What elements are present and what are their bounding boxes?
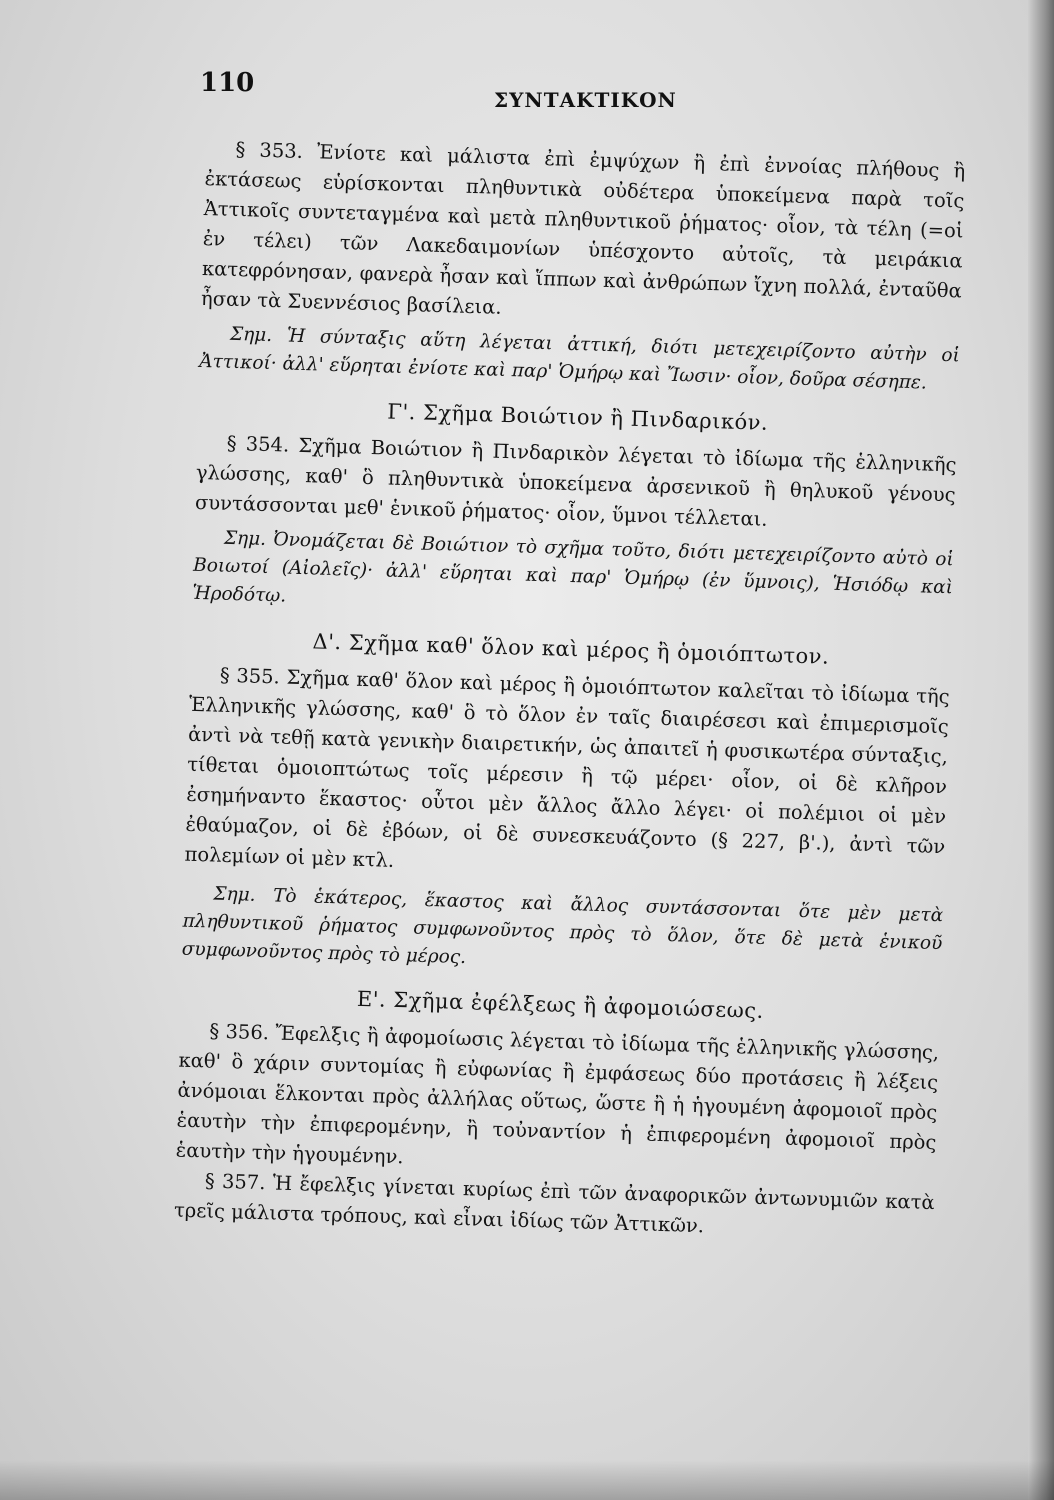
section-heading-d: Δ'. Σχῆμα καθ' ὅλον καὶ μέρος ἢ ὁμοιόπτωτον. xyxy=(312,629,830,669)
text-block xyxy=(174,134,966,1248)
paragraph-354: § 354. Σχῆμα Βοιώτιον ἢ Πινδαρικὸν λέγεται τὸ ἰδίωμα τῆς ἑλληνικῆς γλώσσης, καθ' ὃ πληθυντικὰ ὑποκείμενα ἀρσενικοῦ ἢ θηλυκοῦ γένους συντάσσονται μεθ' ἑνικοῦ ῥήματος· οἷον, ὕμνοι τέλλεται. xyxy=(194,431,957,531)
note-355: Σημ. Τὸ ἑκάτερος, ἕκαστος καὶ ἄλλος συντάσσονται ὅτε μὲν μετὰ πληθυντικοῦ ῥήματος συμφωνοῦντος πρὸς τὸ ὅλον, ὅτε δὲ μετὰ ἑνικοῦ συμφωνοῦντος πρὸς τὸ μέρος. xyxy=(181,883,944,969)
paragraph-357: § 357. Ἡ ἔφελξις γίνεται κυρίως ἐπὶ τῶν ἀναφορικῶν ἀντωνυμιῶν κατὰ τρεῖς μάλιστα τρόπους, καὶ εἶναι ἰδίως τῶν Ἀττικῶν. xyxy=(173,1169,935,1238)
note-354: Σημ. Ὀνομάζεται δὲ Βοιώτιον τὸ σχῆμα τοῦτο, διότι μετεχειρίζοντο αὐτὸ οἱ Βοιωτοί (Αἰολεῖς)· ἀλλ' εὕρηται καὶ παρ' Ὁμήρῳ (ἐν ὕμνοις), Ἡσιόδῳ καὶ Ἡροδότῳ. xyxy=(192,527,955,607)
paragraph-355: § 355. Σχῆμα καθ' ὅλον καὶ μέρος ἢ ὁμοιόπτωτον καλεῖται τὸ ἰδίωμα τῆς Ἑλληνικῆς γλώσσης, καθ' ὃ τὸ ὅλον ἐν ταῖς διαιρέσεσι καὶ ἐπιμερισμοῖς ἀντὶ νὰ τεθῇ κατὰ γενικὴν διαιρετικήν, ὡς ἀπαιτεῖ ἡ φυσικωτέρα σύνταξις, τίθεται ὁμοιοπτώτως τοῖς μέρεσιν ἢ τῷ μέρει· οἷον, οἱ δὲ κλῆρον ἐσημήναντο ἕκαστος· οὗτοι μὲν ἄλλος ἄλλο λέγει· οἱ πολέμιοι οἱ μὲν ἐθαύμαζον, οἱ δὲ ἐβόων, οἱ δὲ συνεσκευάζοντο (§ 227, β'.), ἀντὶ τῶν πολεμίων οἱ μὲν κτλ. xyxy=(184,663,950,872)
page-bottom-shadow xyxy=(0,1460,1054,1500)
paragraph-356: § 356. Ἔφελξις ἢ ἀφομοίωσις λέγεται τὸ ἰδίωμα τῆς ἑλληνικῆς γλώσσης, καθ' ὃ χάριν συντομίας ἢ εὐφωνίας ἢ ἐμφάσεως δύο προτάσεις ἢ λέξεις ἀνόμοιαι ἕλκονται πρὸς ἀλλήλας οὕτως, ὥστε ἢ ἡ ἡγουμένη ἀφομοιοῖ πρὸς ἑαυτὴν τὴν ἐπιφερομένην, ἢ τοὐναντίον ἡ ἐπιφερομένη ἀφομοιοῖ πρὸς ἑαυτὴν τὴν ἡγουμένην. xyxy=(175,1019,940,1169)
note-353: Σημ. Ἡ σύνταξις αὕτη λέγεται ἀττική, διότι μετεχειρίζοντο αὐτὴν οἱ Ἀττικοί· ἀλλ' εὕρηται ἐνίοτε καὶ παρ' Ὁμήρῳ καὶ Ἴωσιν· οἷον, δοῦρα σέσηπε. xyxy=(198,323,961,394)
page-number: 110 xyxy=(200,68,255,98)
paragraph-353: § 353. Ἐνίοτε καὶ μάλιστα ἐπὶ ἐμψύχων ἢ ἐπὶ ἐννοίας πλήθους ἢ ἐκτάσεως εὑρίσκονται πληθυντικὰ οὐδέτερα ὑποκείμενα παρὰ τοῖς Ἀττικοῖς συντεταγμένα καὶ μετὰ πληθυντικοῦ ῥήματος· οἷον, τὰ τέλη (=οἱ ἐν τέλει) τῶν Λακεδαιμονίων ὑπέσχοντο αὐτοῖς, τὰ μειράκια κατεφρόνησαν, φανερὰ ἦσαν καὶ ἵππων καὶ ἀνθρώπων ἴχνη πολλά, ἐνταῦθα ἦσαν τὰ Συεννέσιος βασίλεια. xyxy=(200,137,966,319)
section-heading-g: Γ'. Σχῆμα Βοιώτιον ἢ Πινδαρικόν. xyxy=(387,399,769,435)
section-heading-e: Ε'. Σχῆμα ἐφέλξεως ἢ ἀφομοιώσεως. xyxy=(356,986,765,1023)
running-title: ΣΥΝΤΑΚΤΙΚΟΝ xyxy=(494,88,677,112)
page-edge-shadow xyxy=(1028,0,1054,1500)
